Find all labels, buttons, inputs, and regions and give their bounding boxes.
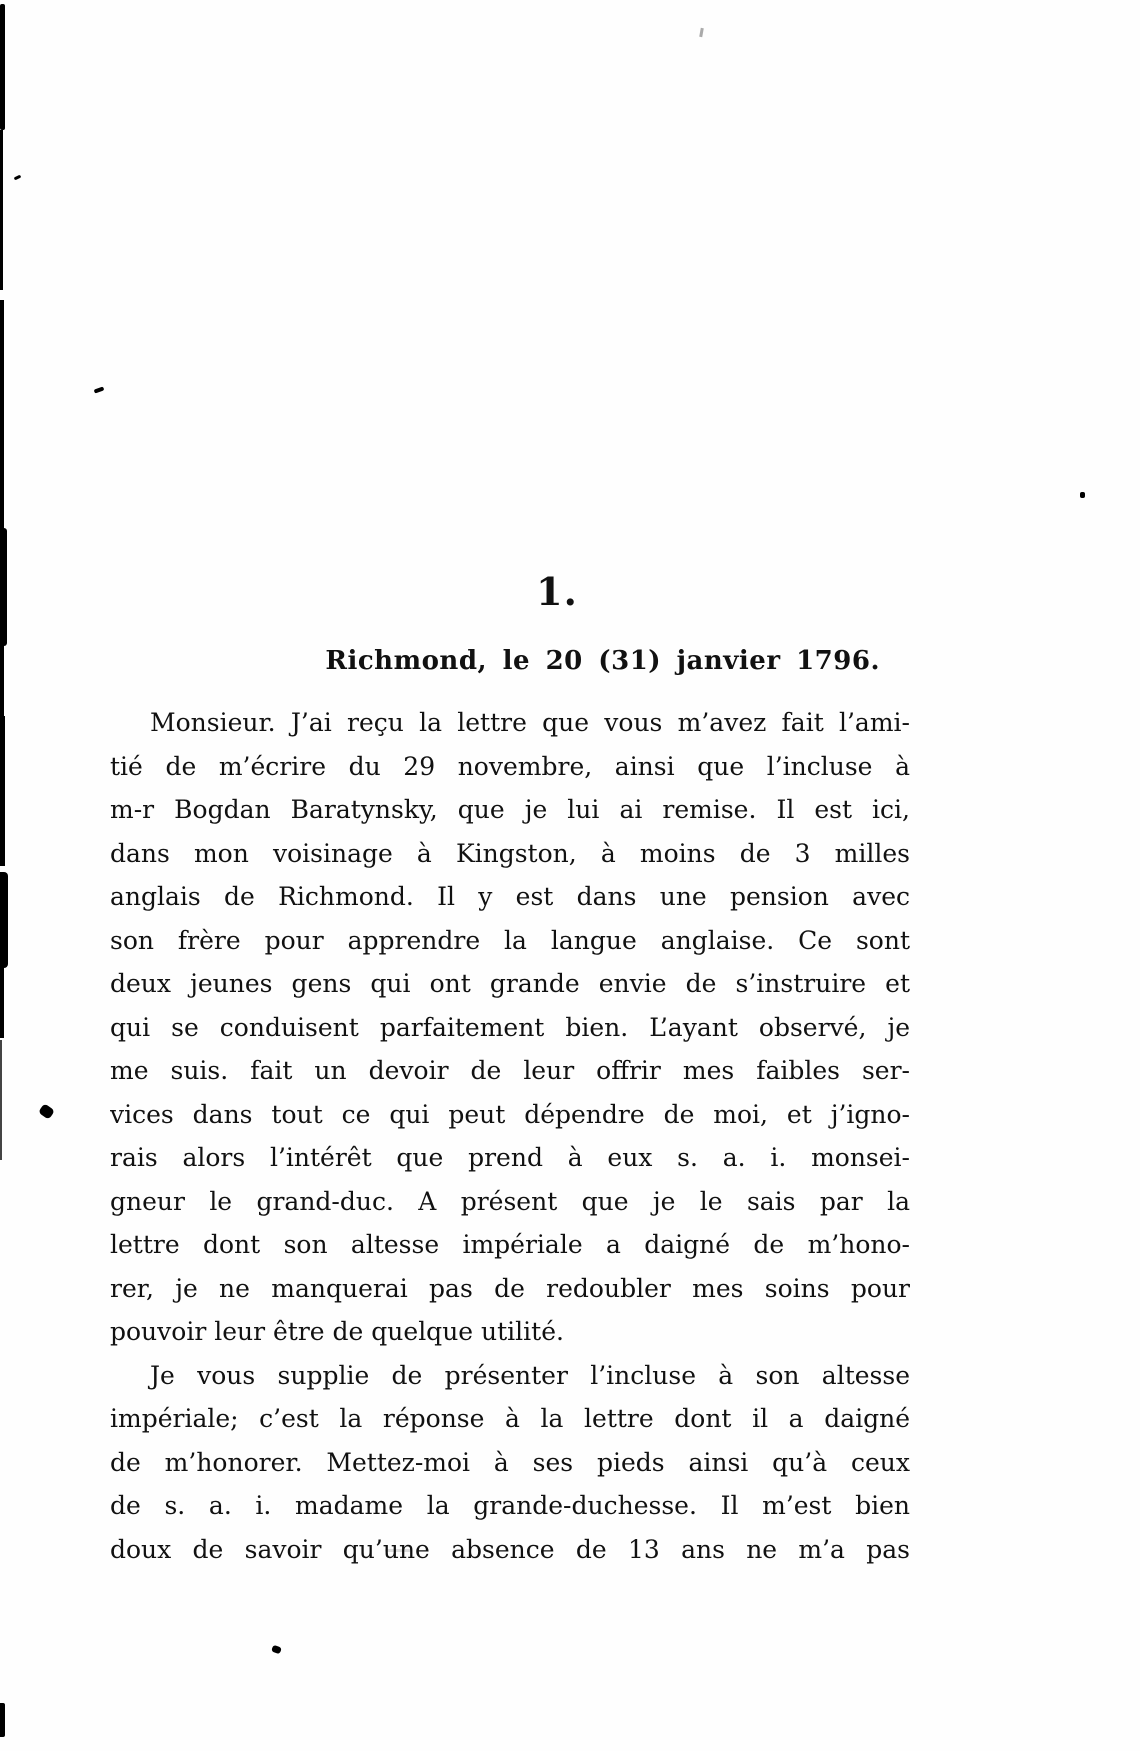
section-number: 1.: [536, 569, 578, 614]
scan-artifact-speck: [1080, 492, 1085, 498]
letter-line: tié de m’écrire du 29 novembre, ainsi que l’incluse à: [110, 751, 910, 781]
scan-artifact-left-edge: [0, 646, 4, 716]
letter-line: Je vous supplie de présenter l’incluse à son altesse: [150, 1360, 910, 1390]
scan-artifact-left-edge: [0, 130, 3, 290]
letter-line: anglais de Richmond. Il y est dans une pension avec: [110, 882, 910, 911]
letter-line: de m’honorer. Mettez-moi à ses pieds ainsi qu’à ceux: [110, 1447, 910, 1477]
scan-artifact-left-edge: [0, 968, 4, 1038]
scan-artifact-left-edge: [0, 716, 5, 866]
letter-line: me suis. fait un devoir de leur offrir mes faibles ser-: [110, 1056, 910, 1085]
scan-artifact-speck: [38, 1103, 55, 1119]
scan-artifact-left-edge: [0, 4, 5, 130]
scan-artifact-left-edge: [0, 300, 4, 530]
scan-artifact-left-edge: [0, 872, 8, 968]
letter-line: dans mon voisinage à Kingston, à moins de 3 milles: [110, 838, 910, 868]
letter-line: lettre dont son altesse impériale a daigné de m’hono-: [110, 1230, 910, 1259]
scan-artifact-speck: [94, 386, 105, 393]
letter-line: vices dans tout ce qui peut dépendre de moi, et j’igno-: [110, 1099, 910, 1129]
scan-artifact-left-edge: [0, 1040, 2, 1160]
letter-line: pouvoir leur être de quelque utilité.: [110, 1317, 564, 1346]
letter-line: doux de savoir qu’une absence de 13 ans ne m’a pas: [110, 1534, 910, 1564]
letter-line: impériale; c’est la réponse à la lettre dont il a daigné: [110, 1404, 910, 1433]
letter-line: son frère pour apprendre la langue anglaise. Ce sont: [110, 925, 910, 955]
scan-artifact-speck: [271, 1645, 282, 1655]
letter-line: gneur le grand-duc. A présent que je le sais par la: [110, 1186, 910, 1216]
scan-artifact-left-edge: [0, 1703, 5, 1737]
letter-line: deux jeunes gens qui ont grande envie de s’instruire et: [110, 969, 910, 998]
scan-artifact-speck: [699, 28, 704, 37]
letter-line: rer, je ne manquerai pas de redoubler mes soins pour: [110, 1273, 910, 1303]
letter-line: m-r Bogdan Baratynsky, que je lui ai remise. Il est ici,: [110, 795, 910, 824]
letter-line: qui se conduisent parfaitement bien. L’ayant observé, je: [110, 1012, 910, 1042]
dateline: Richmond, le 20 (31) janvier 1796.: [325, 646, 880, 676]
scan-artifact-speck: [14, 175, 22, 181]
letter-line: rais alors l’intérêt que prend à eux s. a. i. monsei-: [110, 1143, 910, 1172]
letter-body: [110, 701, 910, 1571]
letter-line: de s. a. i. madame la grande-duchesse. Il m’est bien: [110, 1491, 910, 1520]
letter-line: Monsieur. J’ai reçu la lettre que vous m’avez fait l’ami-: [150, 708, 910, 737]
